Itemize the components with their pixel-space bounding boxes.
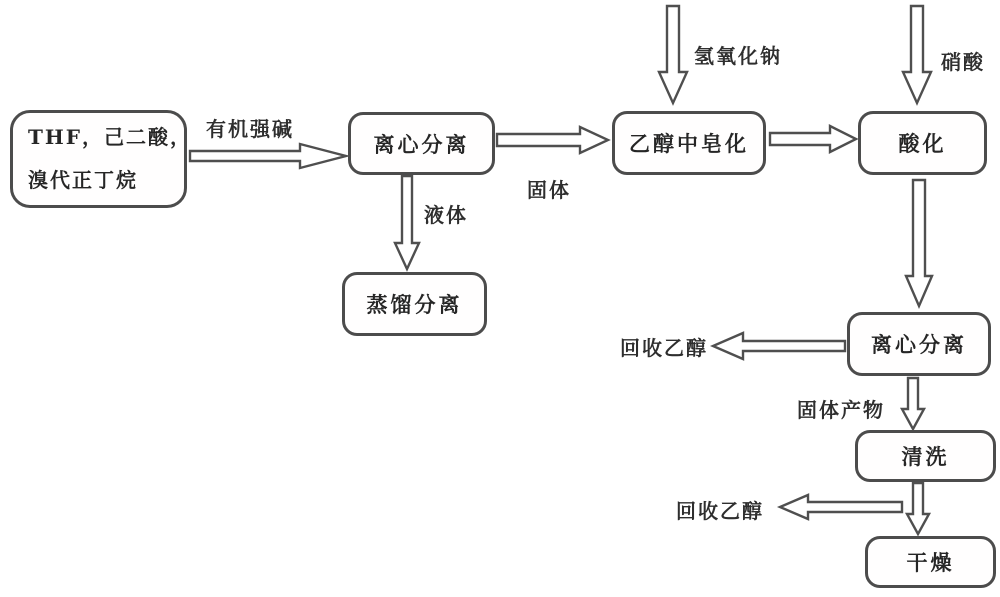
label-nitric-acid: 硝酸	[941, 50, 985, 74]
node-feed	[10, 110, 192, 208]
label-solid: 固体	[527, 178, 571, 202]
arrow-centrifuge1-to-distill	[395, 176, 419, 269]
node-feed-line2: 溴代正丁烷	[28, 168, 138, 192]
arrow-centrifuge1-to-saponify	[497, 127, 608, 153]
label-naoh: 氢氧化钠	[694, 44, 782, 68]
arrow-centrifuge2-to-recover1	[713, 333, 845, 359]
arrow-acidify-to-centrifuge2	[906, 180, 932, 306]
label-recover-ethanol-2: 回收乙醇	[676, 499, 764, 523]
node-acidify: 酸化	[858, 111, 987, 175]
label-organic-base: 有机强碱	[206, 117, 294, 141]
label-recover-ethanol-1: 回收乙醇	[620, 336, 708, 360]
node-wash: 清洗	[855, 430, 996, 482]
node-dry: 干燥	[865, 536, 996, 588]
label-solid-product: 固体产物	[797, 398, 885, 422]
arrow-wash-to-recover2	[780, 495, 902, 519]
arrow-saponify-to-acidify	[770, 126, 856, 152]
node-feed-line1: THF，己二酸，	[28, 125, 192, 149]
arrow-feed-to-centrifuge1	[190, 144, 346, 168]
arrow-nitric-input	[903, 6, 931, 103]
arrow-naoh-input	[659, 6, 687, 103]
arrow-centrifuge2-to-wash	[902, 378, 924, 429]
node-centrifuge-1: 离心分离	[348, 112, 495, 175]
node-saponify: 乙醇中皂化	[612, 111, 766, 175]
arrow-wash-to-dry	[907, 483, 929, 534]
label-liquid: 液体	[424, 203, 468, 227]
node-centrifuge-2: 离心分离	[847, 312, 991, 376]
node-distill: 蒸馏分离	[342, 272, 487, 336]
